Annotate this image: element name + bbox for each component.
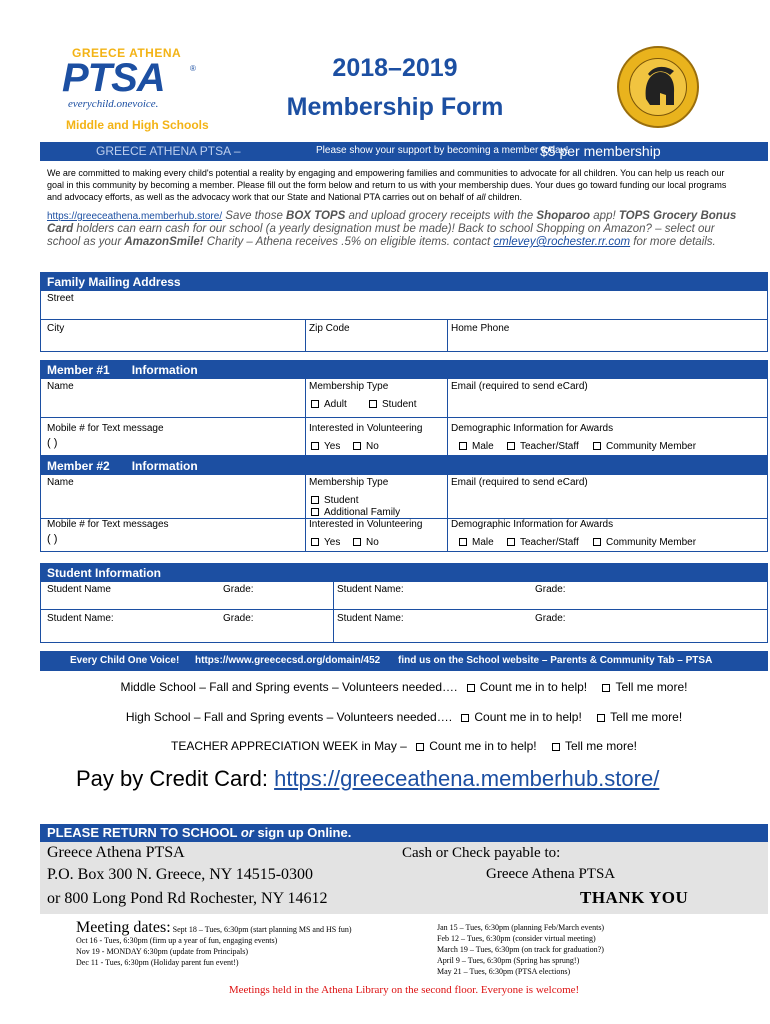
- intro-text: [47, 167, 739, 203]
- member2-mobile-label: Mobile # for Text messages: [47, 519, 169, 530]
- student-name-label: Student Name:: [337, 613, 404, 624]
- divider: [305, 319, 306, 352]
- page-title: [250, 54, 540, 122]
- member2-paren: ( ): [47, 533, 58, 545]
- teacher-tell-checkbox[interactable]: [552, 743, 560, 751]
- member2-teacher-checkbox[interactable]: [507, 537, 579, 548]
- member1-student-checkbox[interactable]: [369, 399, 416, 410]
- member1-type-label: Membership Type: [309, 381, 389, 392]
- meeting-first: [76, 919, 416, 936]
- contact-email-link[interactable]: cmlevey@rochester.rr.com: [493, 236, 631, 248]
- spartan-emblem-icon: [617, 46, 699, 128]
- member1-header-b: Information: [131, 363, 198, 377]
- city-label: City: [47, 323, 65, 334]
- meeting-item: March 19 – Tues, 6:30pm (on track for graduation?): [437, 945, 604, 954]
- memberhub-link[interactable]: https://greeceathena.memberhub.store/: [47, 211, 223, 222]
- family-header: Family Mailing Address: [41, 273, 767, 291]
- promo-text: [47, 210, 747, 249]
- title-year: 2018–2019: [332, 54, 458, 82]
- meeting-item: May 21 – Tues, 6:30pm (PTSA elections): [437, 967, 571, 976]
- membership-banner: [40, 142, 768, 161]
- male-label: Male: [472, 441, 494, 452]
- student-name-label: Student Name: [47, 584, 111, 595]
- website-banner: [40, 651, 768, 671]
- member1-volunteer-label: Interested in Volunteering: [309, 423, 423, 434]
- street-label: Street: [47, 293, 74, 304]
- meeting-label: Meeting dates:: [76, 919, 171, 936]
- address-panel: [40, 842, 768, 914]
- member1-teacher-checkbox[interactable]: [507, 441, 579, 452]
- banner-support: Please show your support by becoming a member today!: [316, 145, 569, 156]
- thank-you: THANK YOU: [580, 888, 689, 907]
- member2-yes-checkbox[interactable]: [311, 537, 340, 548]
- student-label: Student: [324, 495, 359, 506]
- count-label: Count me in to help!: [429, 739, 537, 753]
- po-box: P.O. Box 300 N. Greece, NY 14515-0300: [47, 866, 314, 883]
- pay-label: Pay by Credit Card:: [76, 766, 268, 791]
- meetings-right: [437, 922, 737, 977]
- high-count-checkbox[interactable]: [461, 714, 469, 722]
- return-banner: [40, 824, 768, 842]
- student-label: Student: [382, 399, 417, 410]
- member2-header-a: Member #2: [47, 459, 110, 473]
- helmet-icon: [630, 59, 688, 117]
- member2-community-checkbox[interactable]: [593, 537, 696, 548]
- divider: [41, 417, 767, 418]
- student-section: [40, 563, 768, 643]
- logo-subtitle: Middle and High Schools: [66, 118, 209, 132]
- promo-b4: AmazonSmile!: [124, 236, 204, 248]
- no-label: No: [366, 441, 379, 452]
- promo-p5: Charity – Athena receives .5% on eligible items. contact: [203, 236, 494, 248]
- volunteer-middle: [40, 680, 768, 694]
- meeting-first-item: Sept 18 – Tues, 6:30pm (start planning MS and HS fun): [172, 925, 352, 934]
- high-text: High School – Fall and Spring events – Volunteers needed….: [125, 710, 453, 724]
- emblem-inner: [629, 58, 687, 116]
- promo-p1: Save those: [222, 210, 287, 222]
- tell-label: Tell me more!: [564, 739, 637, 753]
- student-name-label: Student Name:: [337, 584, 404, 595]
- member1-demo-label: Demographic Information for Awards: [451, 423, 614, 434]
- tell-label: Tell me more!: [615, 680, 688, 694]
- meetings-left: [76, 919, 416, 968]
- promo-b2: Shoparoo: [536, 210, 591, 222]
- teacher-label: Teacher/Staff: [520, 441, 579, 452]
- teacher-count-checkbox[interactable]: [416, 743, 424, 751]
- member2-volunteer-label: Interested in Volunteering: [309, 519, 423, 530]
- promo-p4: holders can earn cash for our school (a yearly designation must be made)! Back to school Shopping on Amazon? – select our school as your: [47, 223, 715, 248]
- member1-community-checkbox[interactable]: [593, 441, 696, 452]
- logo-tagline: everychild.onevoice.: [68, 98, 159, 110]
- intro-body: We are committed to making every child's potential a reality by engaging and empowering families and communities to advocate for all children. You can help us reach our goal in this community by becoming a member. Please fill out the form below and return to us with your membership dues. Your dues go toward funding our local programs and advocacy efforts, as well as the advocacy work that our State and National PTA carries out on behalf of: [47, 168, 727, 202]
- divider: [41, 319, 767, 320]
- member2-email-label: Email (required to send eCard): [451, 477, 588, 488]
- title-form: Membership Form: [286, 93, 504, 121]
- divider: [333, 582, 334, 643]
- member2-male-checkbox[interactable]: [459, 537, 494, 548]
- home-phone-label: Home Phone: [451, 323, 510, 334]
- member1-male-checkbox[interactable]: [459, 441, 494, 452]
- divider: [41, 609, 767, 610]
- logo-top: GREECE ATHENA: [72, 46, 182, 60]
- grade-label: Grade:: [223, 584, 254, 595]
- count-label: Count me in to help!: [474, 710, 582, 724]
- member2-type-label: Membership Type: [309, 477, 389, 488]
- grade-label: Grade:: [535, 613, 566, 624]
- volunteer-teacher: [40, 739, 768, 753]
- payable-to: Cash or Check payable to:: [402, 845, 561, 861]
- promo-p3: app!: [590, 210, 619, 222]
- teacher-label: Teacher/Staff: [520, 537, 579, 548]
- return-or: or: [240, 825, 254, 840]
- banner-find: find us on the School website – Parents & Community Tab – PTSA: [398, 655, 713, 666]
- teacher-text: TEACHER APPRECIATION WEEK in May –: [171, 739, 407, 753]
- middle-count-checkbox[interactable]: [467, 684, 475, 692]
- member1-yes-checkbox[interactable]: [311, 441, 340, 452]
- grade-label: Grade:: [535, 584, 566, 595]
- divider: [447, 319, 448, 352]
- logo-reg: ®: [190, 64, 196, 73]
- banner-voice: Every Child One Voice!: [70, 655, 180, 666]
- payee: Greece Athena PTSA: [486, 866, 616, 882]
- middle-text: Middle School – Fall and Spring events – Volunteers needed….: [120, 680, 458, 694]
- yes-label: Yes: [324, 537, 341, 548]
- member1-adult-checkbox[interactable]: [311, 399, 347, 410]
- meeting-item: April 9 – Tues, 6:30pm (Spring has sprung!): [437, 956, 580, 965]
- yes-label: Yes: [324, 441, 341, 452]
- meeting-item: Jan 15 – Tues, 6:30pm (planning Feb/March events): [437, 923, 605, 932]
- member1-name-label: Name: [47, 381, 74, 392]
- student-header: Student Information: [41, 564, 767, 582]
- meeting-item: Dec 11 - Tues, 6:30pm (Holiday parent fun event!): [76, 958, 239, 967]
- member2-header: [41, 457, 767, 475]
- org-name: Greece Athena PTSA: [47, 844, 185, 861]
- return-a: PLEASE RETURN TO SCHOOL: [47, 825, 241, 840]
- zip-label: Zip Code: [309, 323, 350, 334]
- family-address-section: [40, 272, 768, 352]
- member1-email-label: Email (required to send eCard): [451, 381, 588, 392]
- no-label: No: [366, 537, 379, 548]
- member1-header: [41, 361, 767, 379]
- promo-p6: for more details.: [630, 236, 716, 248]
- male-label: Male: [472, 537, 494, 548]
- member2-name-label: Name: [47, 477, 74, 488]
- intro-em: all: [476, 192, 486, 202]
- member1-paren: ( ): [47, 437, 58, 449]
- meeting-item: Oct 16 - Tues, 6:30pm (firm up a year of fun, engaging events): [76, 936, 278, 945]
- community-label: Community Member: [606, 441, 697, 452]
- member2-student-checkbox[interactable]: [311, 495, 358, 506]
- intro-end: children.: [487, 192, 522, 202]
- adult-label: Adult: [324, 399, 347, 410]
- promo-b1: BOX TOPS: [286, 210, 346, 222]
- member2-header-b: Information: [131, 459, 198, 473]
- community-label: Community Member: [606, 537, 697, 548]
- banner-price: $5 per membership: [540, 143, 661, 159]
- member2-no-checkbox[interactable]: [353, 537, 379, 548]
- alt-address: or 800 Long Pond Rd Rochester, NY 14612: [47, 890, 328, 907]
- count-label: Count me in to help!: [479, 680, 588, 694]
- member2-additional-checkbox[interactable]: [311, 507, 400, 518]
- high-tell-checkbox[interactable]: [597, 714, 605, 722]
- promo-p2: and upload grocery receipts with the: [345, 210, 537, 222]
- member2-demo-label: Demographic Information for Awards: [451, 519, 614, 530]
- district-link[interactable]: https://www.greececsd.org/domain/452: [195, 655, 381, 666]
- additional-label: Additional Family: [324, 507, 401, 518]
- member1-header-a: Member #1: [47, 363, 110, 377]
- tell-label: Tell me more!: [610, 710, 683, 724]
- ptsa-logo: [62, 46, 242, 136]
- volunteer-high: [40, 710, 768, 724]
- member1-no-checkbox[interactable]: [353, 441, 379, 452]
- pay-link[interactable]: https://greeceathena.memberhub.store/: [274, 766, 660, 791]
- member2-section: [40, 456, 768, 552]
- member1-section: [40, 360, 768, 456]
- meeting-item: Nov 19 - MONDAY 6:30pm (update from Principals): [76, 947, 249, 956]
- divider: [305, 475, 306, 552]
- promo-b3: TOPS Grocery Bonus Card: [47, 210, 737, 235]
- return-b: sign up Online.: [253, 825, 352, 840]
- banner-name: GREECE ATHENA PTSA –: [96, 144, 241, 158]
- pay-by-card: [76, 766, 659, 792]
- meeting-item: Feb 12 – Tues, 6:30pm (consider virtual meeting): [437, 934, 596, 943]
- footer-note: Meetings held in the Athena Library on the second floor. Everyone is welcome!: [228, 984, 580, 996]
- student-name-label: Student Name:: [47, 613, 114, 624]
- middle-tell-checkbox[interactable]: [602, 684, 610, 692]
- logo-ptsa: PTSA: [62, 56, 165, 100]
- member1-mobile-label: Mobile # for Text message: [47, 423, 164, 434]
- grade-label: Grade:: [223, 613, 254, 624]
- divider: [447, 475, 448, 552]
